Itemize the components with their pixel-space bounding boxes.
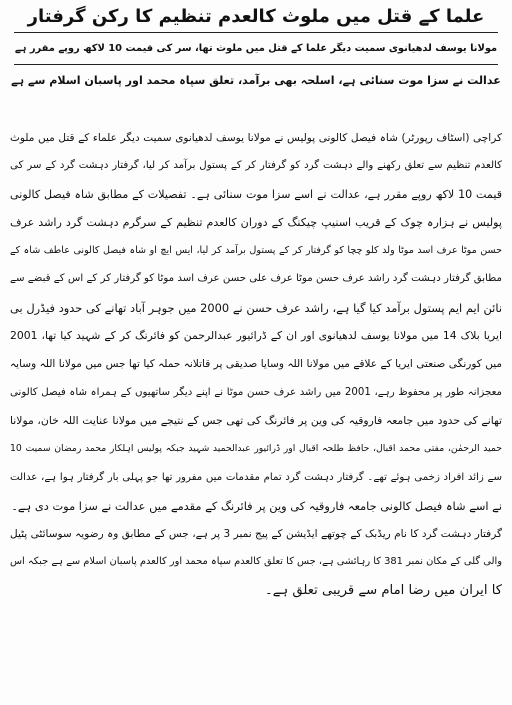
body-line: مطابق گرفتار دہشت گرد راشد عرف حسن موٹا عرف علی حسن عرف اسد موٹا کو گرفتار کر کے اس کے قبضے سے bbox=[10, 273, 502, 285]
body-line: حسن موٹا عرف اسد موٹا ولد کلو چچا کو گرفتار کر کے پستول برآمد کر لیا، ایس ایچ او شاہ فیصل کالونی عاطف شاہ کے bbox=[10, 245, 502, 257]
subheadline-2: عدالت نے سزا موت سنائی ہے، اسلحہ بھی برآمد، تعلق سپاہ محمد اور پاسبان اسلام سے ہے bbox=[11, 74, 501, 87]
body-line: کا ایران میں رضا امام سے قریبی تعلق ہے۔ bbox=[265, 582, 502, 598]
body-line: پولیس نے ہزارہ چوک کے قریب اسنیپ چیکنگ کے دوران کالعدم تنظیم کے سرگرم دہشت گرد راشد عرف bbox=[10, 215, 502, 229]
body-line: ایریا بلاک 14 میں مولانا یوسف لدھیانوی اور ان کے ڈرائیور عبدالرحمن کو فائرنگ کر کے شہید کیا تھا، 2001 bbox=[10, 329, 502, 343]
article-body bbox=[10, 124, 502, 605]
body-line: حمید الرحمٰن، مفتی محمد اقبال، حافظ طلحہ اقبال اور ڈرائیور عبدالحمید شہید جبکہ پولیس اہلکار محمد رمضان سمیت 10 bbox=[10, 443, 502, 455]
body-line: میں کورنگی صنعتی ایریا کے علاقے میں مولانا اللہ وسایا صدیقی پر قاتلانہ حملہ کیا تھا جس میں مولانا اللہ وسایہ bbox=[10, 358, 502, 371]
body-line: کالعدم تنظیم سے تعلق رکھنے والے دہشت گرد کو گرفتار کر کے پستول برآمد کر لیا، گرفتار دہشت گرد کے سر کی bbox=[10, 160, 502, 172]
body-line: گرفتار دہشت گرد کا نام ریڈبک کے چوتھے ایڈیشن کے پیج نمبر 3 پر ہے، جس کے مطابق وہ رضویہ سوسائٹی پٹیل bbox=[10, 528, 502, 541]
headline-block bbox=[8, 2, 504, 96]
body-line: نائن ایم ایم پستول برآمد کیا گیا ہے، راشد عرف حسن نے 2000 میں جوہر آباد تھانے کی حدود فیڈرل بی bbox=[10, 300, 502, 315]
body-line: کراچی (اسٹاف رپورٹر) شاہ فیصل کالونی پولیس نے مولانا یوسف لدھیانوی سمیت دیگر علماء کے قتل میں ملوث bbox=[10, 132, 502, 144]
body-line: والی گلی کے مکان نمبر 381 کا رہائشی ہے، جس کا تعلق کالعدم سپاہ محمد اور کالعدم پاسبان اسلام سے ہے جبکہ اس bbox=[10, 556, 502, 568]
body-line: معجزانہ طور پر محفوظ رہے، 2001 میں راشد عرف حسن موٹا نے اپنے دیگر ساتھیوں کے ہمراہ شاہ فیصل کالونی bbox=[10, 386, 502, 398]
body-line: قیمت 10 لاکھ روپے مقرر ہے، عدالت نے اسے سزا موت سنائی ہے۔ تفصیلات کے مطابق شاہ فیصل کالونی bbox=[10, 187, 502, 201]
body-line: نے اسے شاہ فیصل کالونی جامعہ فاروقیہ کی وین پر فائرنگ کے مقدمے میں عدالت نے سزا موت دی ہے۔ bbox=[11, 498, 502, 513]
body-line: سے زائد افراد زخمی ہوئے تھے۔ گرفتار دہشت گرد تمام مقدمات میں مفرور تھا جو پہلی بار گرفتار ہوا ہے، عدالت bbox=[10, 471, 502, 483]
headline: علما کے قتل میں ملوث کالعدم تنظیم کا رکن گرفتار bbox=[27, 6, 485, 27]
body-line: تھانے کی حدود میں جامعہ فاروقیہ کی وین پر فائرنگ کی تھی جس کے نتیجے میں مولانا عنایت اللہ خان، مولانا bbox=[10, 413, 502, 427]
subheadline-1: مولانا یوسف لدھیانوی سمیت دیگر علما کے قتل میں ملوث تھا، سر کی قیمت 10 لاکھ روپے مقرر ہے bbox=[14, 43, 498, 54]
